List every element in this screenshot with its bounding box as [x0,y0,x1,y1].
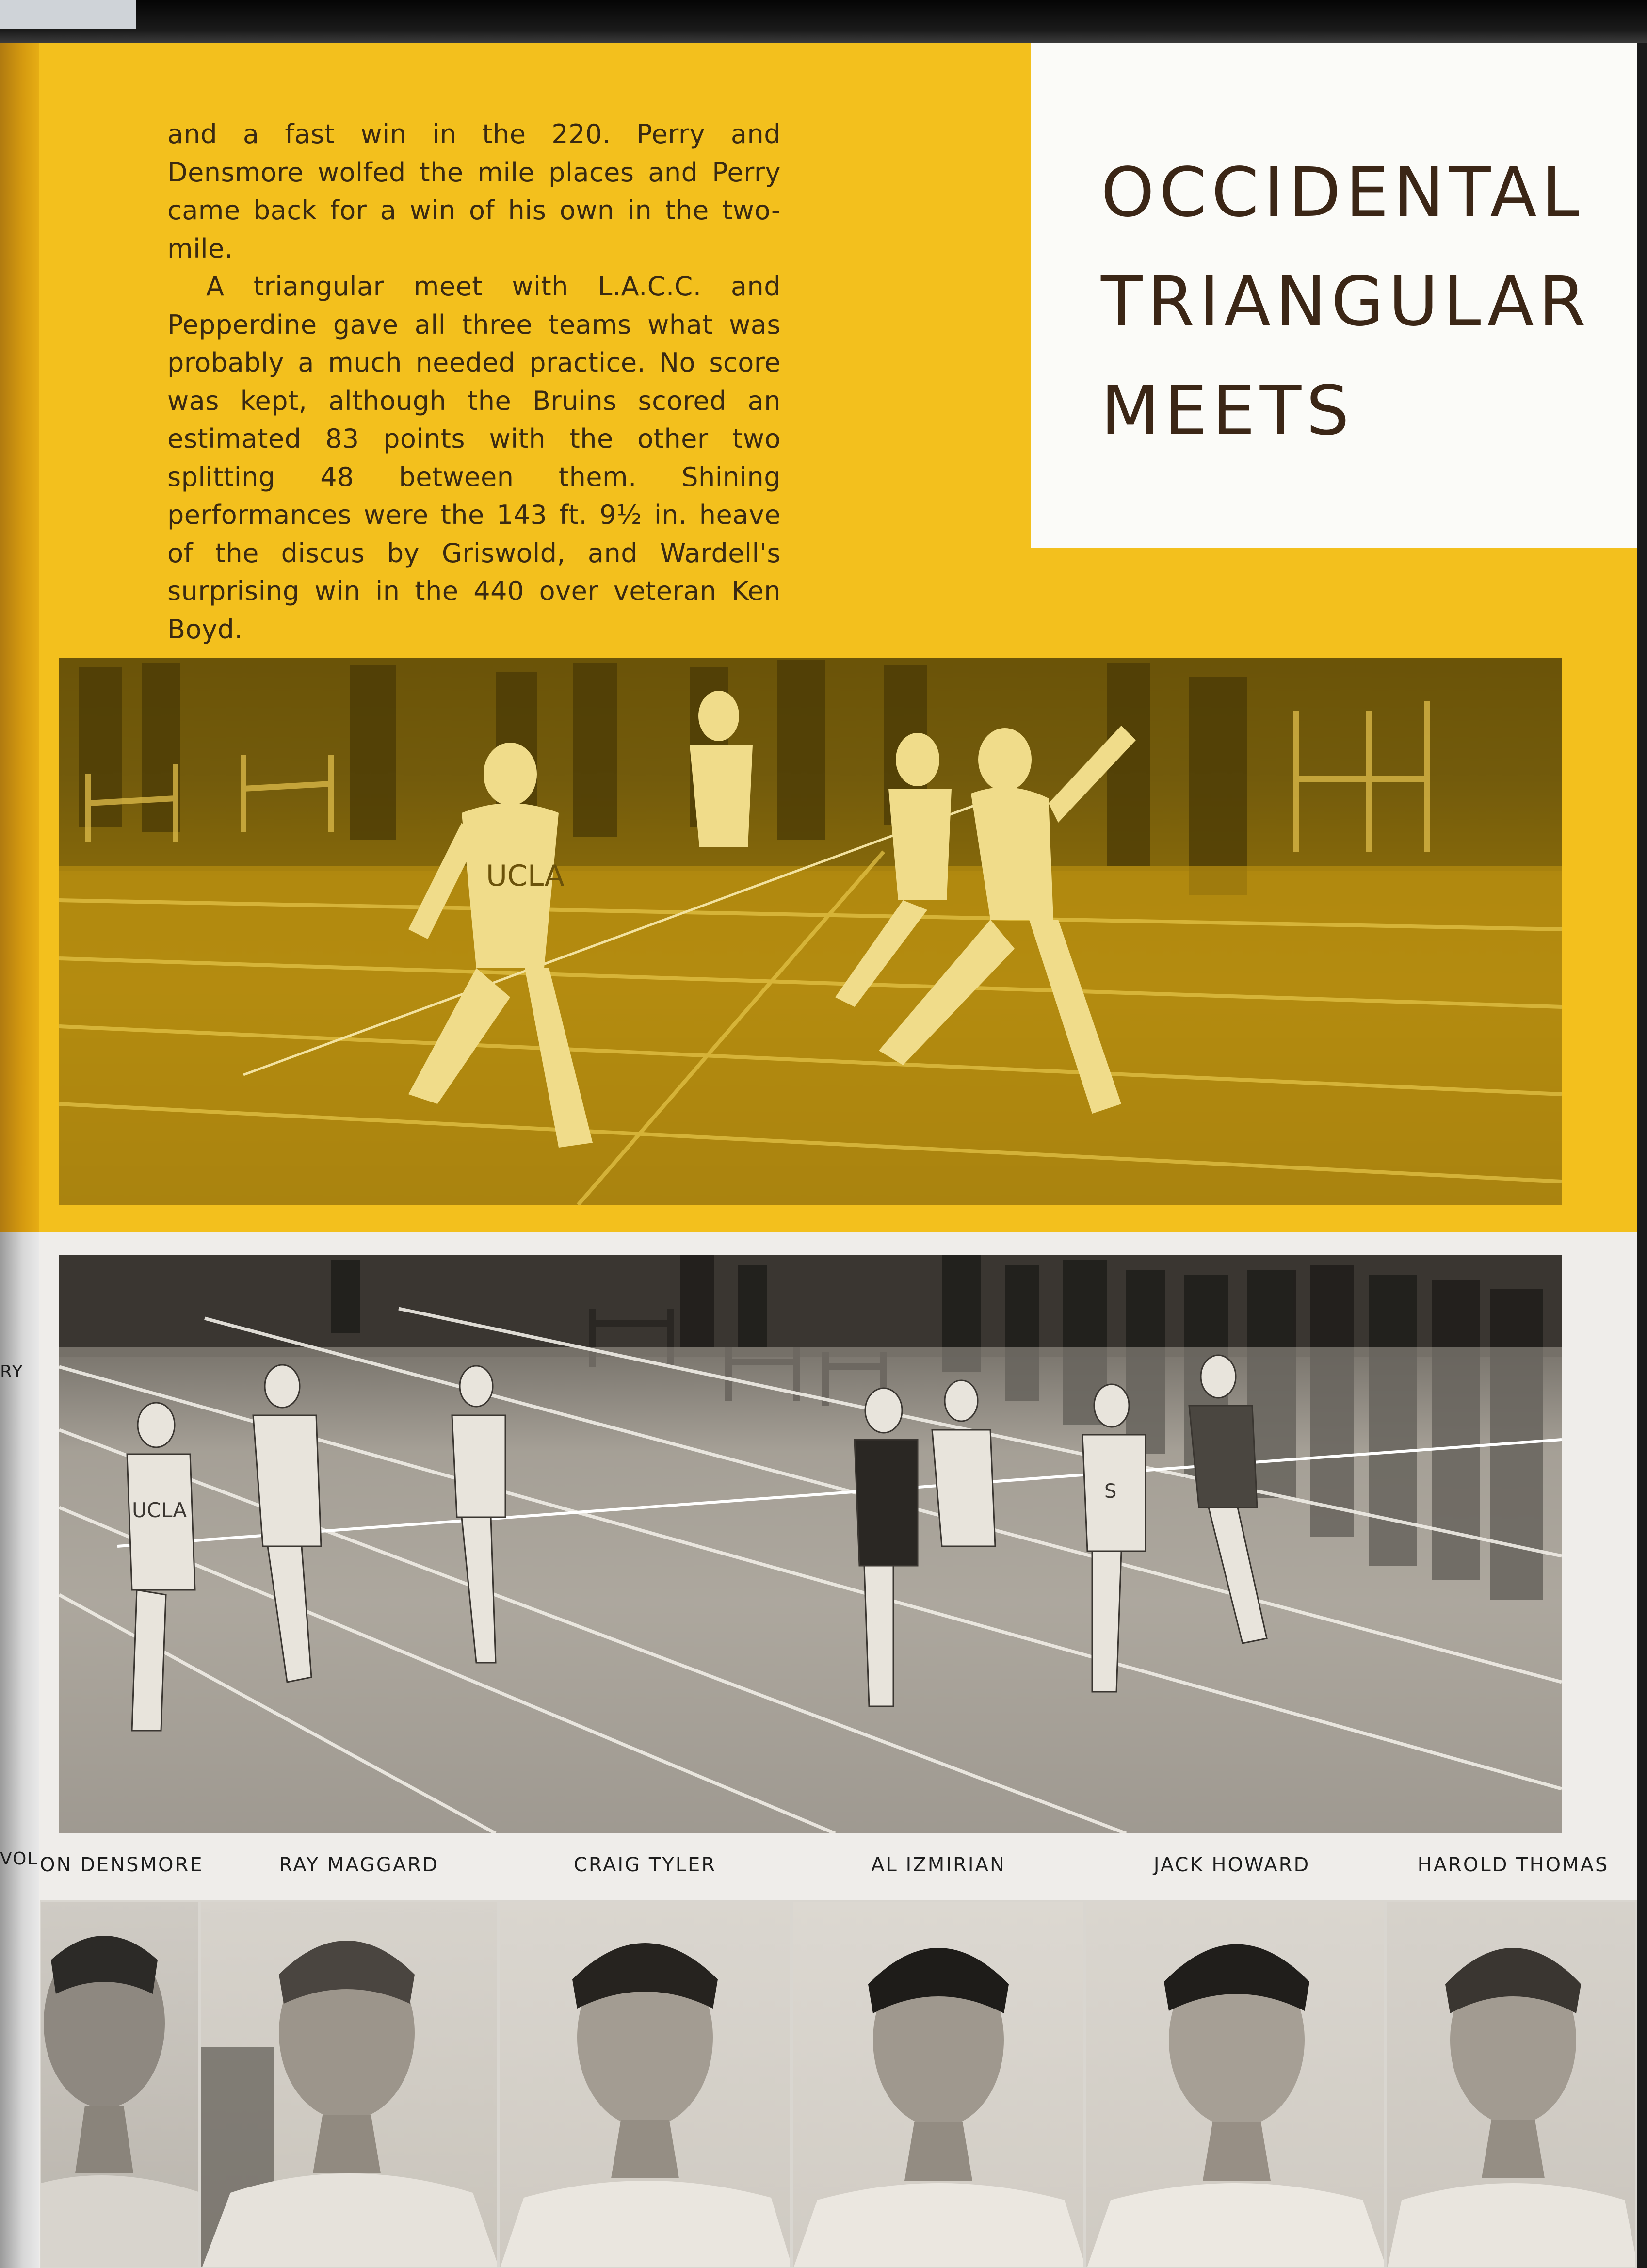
portrait-thomas-photo [1387,1902,1637,2268]
scan-top-edge [0,0,1647,43]
portrait-tyler-photo [500,1902,791,2268]
scan-right-edge [1637,43,1647,2268]
portrait-howard-photo [1086,1902,1386,2268]
portrait-maggard-photo [201,1902,498,2268]
portrait-maggard [200,1900,498,2268]
runner-jersey-text: UCLA [486,859,565,893]
dash-finish-illustration [59,1255,1562,1833]
article-body [167,115,781,648]
portrait-name-4: AL IZMIRIAN [871,1854,1006,1876]
portrait-name-2: RAY MAGGARD [279,1854,439,1876]
portrait-name-6: HAROLD THOMAS [1417,1854,1609,1876]
portrait-name-5: JACK HOWARD [1153,1854,1310,1876]
margin-fragment-vol: VOL [0,1849,38,1869]
portrait-thomas [1386,1900,1637,2268]
portrait-name-3: CRAIG TYLER [573,1854,717,1876]
runner-jersey-ucla: UCLA [132,1498,187,1522]
portrait-howard [1085,1900,1386,2268]
adjacent-page-edge-photo [0,1232,39,2268]
page-title [1101,138,1625,466]
portrait-izmirian [791,1900,1085,2268]
portrait-izmirian-photo [793,1902,1085,2268]
title-line-2: TRIANGULAR [1101,262,1591,341]
portrait-name-1: ON DENSMORE [40,1854,204,1876]
dash-finish-photo-sepia [59,1255,1562,1833]
scan-top-corner [0,0,136,29]
portrait-tyler [498,1900,791,2268]
margin-fragment-ry: RY [0,1362,24,1382]
title-line-3: MEETS [1101,372,1355,451]
article-paragraph-2: A triangular meet with L.A.C.C. and Pepperdine gave all three teams what was probably a much needed practice. No score was kept, although the Bruins scored an estimated 83 points with the other two splitting 48 between them. Shining performances were the 143 ft. 9½ in. heave of the discus by Griswold, and Wardell's surprising win in the 440 over veteran Ken Boyd. [167,271,781,645]
title-line-1: OCCIDENTAL [1101,153,1584,232]
runner-jersey-s: S [1104,1480,1117,1503]
sprint-finish-photo-yellow [59,658,1562,1205]
article-paragraph-1: and a fast win in the 220. Perry and Densmore wolfed the mile places and Perry came back for a win of his own in the two-mile. [167,119,781,264]
portrait-densmore [40,1900,200,2268]
sprint-finish-illustration [59,658,1562,1205]
portrait-densmore-photo [41,1902,200,2268]
